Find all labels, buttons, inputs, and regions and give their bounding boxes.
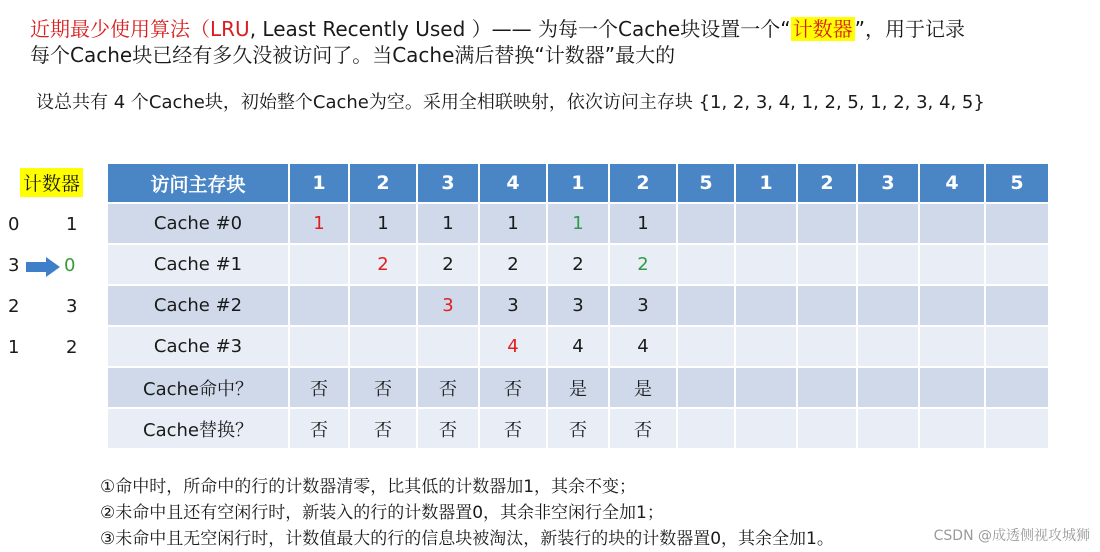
table-cell (798, 327, 856, 366)
table-cell: 1 (548, 204, 608, 243)
table-cell: 1 (290, 204, 348, 243)
table-cell (920, 368, 984, 407)
table-cell (678, 327, 734, 366)
table-cell: 否 (290, 409, 348, 448)
table-row (108, 409, 1048, 448)
table-cell: 4 (548, 327, 608, 366)
table-cell (736, 368, 796, 407)
access-col-3: 3 (418, 164, 478, 202)
table-cell: 3 (548, 286, 608, 325)
table-cell (798, 245, 856, 284)
counter-row (0, 288, 100, 328)
counter-row (0, 247, 100, 287)
counter-row (0, 329, 100, 369)
table-cell: 否 (350, 368, 416, 407)
table-cell (290, 245, 348, 284)
lru-table (106, 162, 1050, 450)
row-label: Cache替换？ (108, 409, 288, 448)
table-cell (986, 286, 1048, 325)
rule-miss-free: ②未命中且还有空闲行时，新装入的行的计数器置0，其余非空闲行全加1； (100, 503, 664, 523)
table-cell: 2 (350, 245, 416, 284)
table-row (108, 245, 1048, 284)
row-label: Cache #3 (108, 327, 288, 366)
access-col-1: 1 (290, 164, 348, 202)
table-cell: 2 (480, 245, 546, 284)
counter-after: 3 (66, 296, 78, 317)
table-cell: 是 (610, 368, 676, 407)
header-access-label: 访问主存块 (108, 164, 288, 202)
arrow-right-icon (26, 257, 60, 277)
table-cell (986, 327, 1048, 366)
table-cell (290, 286, 348, 325)
table-cell (920, 286, 984, 325)
table-cell: 是 (548, 368, 608, 407)
access-col-2: 2 (350, 164, 416, 202)
counter-before: 1 (8, 337, 20, 358)
table-cell (736, 204, 796, 243)
table-cell: 否 (418, 368, 478, 407)
table-cell: 否 (350, 409, 416, 448)
table-cell: 否 (480, 368, 546, 407)
table-cell (920, 204, 984, 243)
access-sequence: {1, 2, 3, 4, 1, 2, 5, 1, 2, 3, 4, 5} (698, 92, 985, 113)
row-label: Cache命中？ (108, 368, 288, 407)
table-cell: 4 (480, 327, 546, 366)
counter-after: 2 (66, 337, 78, 358)
table-cell (798, 204, 856, 243)
table-cell: 1 (350, 204, 416, 243)
access-col-10: 3 (858, 164, 918, 202)
table-cell (290, 327, 348, 366)
table-cell (736, 327, 796, 366)
counter-before: 2 (8, 296, 20, 317)
table-cell: 3 (480, 286, 546, 325)
table-row (108, 286, 1048, 325)
table-cell (678, 409, 734, 448)
counter-before: 0 (8, 214, 20, 235)
title-line-2: 每个Cache块已经有多久没被访问了。当Cache满后替换“计数器”最大的 (30, 43, 676, 67)
table-cell (678, 245, 734, 284)
table-header-row (108, 164, 1048, 202)
table-cell (986, 245, 1048, 284)
counter-after: 1 (66, 214, 78, 235)
table-row (108, 204, 1048, 243)
access-col-7: 5 (678, 164, 734, 202)
table-cell (858, 245, 918, 284)
table-cell (736, 286, 796, 325)
table-cell: 否 (290, 368, 348, 407)
row-label: Cache #1 (108, 245, 288, 284)
counter-label: 计数器 (20, 168, 83, 197)
access-col-4: 4 (480, 164, 546, 202)
access-col-5: 1 (548, 164, 608, 202)
table-cell (678, 286, 734, 325)
table-cell (986, 368, 1048, 407)
counter-highlight: 计数器 (792, 17, 853, 41)
access-col-11: 4 (920, 164, 984, 202)
counter-after: 0 (64, 255, 76, 276)
table-cell (350, 327, 416, 366)
table-cell (986, 204, 1048, 243)
table-cell (678, 204, 734, 243)
table-row (108, 327, 1048, 366)
rules-list (100, 474, 834, 552)
table-cell: 4 (610, 327, 676, 366)
rule-miss-full: ③未命中且无空闲行时，计数值最大的行的信息块被淘汰，新装行的块的计数器置0，其余全加1。 (100, 529, 834, 549)
table-cell: 否 (610, 409, 676, 448)
table-cell (920, 327, 984, 366)
table-cell (798, 409, 856, 448)
table-cell (858, 368, 918, 407)
table-cell (920, 409, 984, 448)
table-cell: 2 (418, 245, 478, 284)
table-cell: 3 (610, 286, 676, 325)
table-cell (418, 327, 478, 366)
lru-term: LRU (210, 17, 250, 41)
table-cell (858, 204, 918, 243)
row-label: Cache #2 (108, 286, 288, 325)
access-col-8: 1 (736, 164, 796, 202)
title-line-1 (30, 16, 965, 42)
description-text: 设总共有 4 个Cache块，初始整个Cache为空。采用全相联映射，依次访问主存块 (36, 92, 699, 113)
table-cell (736, 245, 796, 284)
table-cell (736, 409, 796, 448)
table-cell (858, 327, 918, 366)
title-suffix: ”，用于记录 (854, 17, 965, 41)
table-cell: 否 (480, 409, 546, 448)
table-cell: 1 (480, 204, 546, 243)
access-col-9: 2 (798, 164, 856, 202)
table-cell (920, 245, 984, 284)
table-cell: 1 (610, 204, 676, 243)
table-cell: 2 (610, 245, 676, 284)
rule-hit: ①命中时，所命中的行的计数器清零，比其低的计数器加1，其余不变； (100, 477, 637, 497)
table-cell (798, 286, 856, 325)
table-cell: 3 (418, 286, 478, 325)
table-cell: 2 (548, 245, 608, 284)
table-cell: 否 (548, 409, 608, 448)
title-prefix: 近期最少使用算法（ (30, 17, 210, 41)
counter-row (0, 206, 100, 246)
table-cell (678, 368, 734, 407)
problem-description (36, 90, 1066, 116)
table-cell (986, 409, 1048, 448)
table-cell (858, 409, 918, 448)
table-cell (798, 368, 856, 407)
table-cell (350, 286, 416, 325)
access-col-6: 2 (610, 164, 676, 202)
table-cell: 1 (418, 204, 478, 243)
table-row (108, 368, 1048, 407)
table-cell (858, 286, 918, 325)
row-label: Cache #0 (108, 204, 288, 243)
page-title (30, 16, 965, 68)
access-col-12: 5 (986, 164, 1048, 202)
counter-before: 3 (8, 255, 20, 276)
title-mid: , Least Recently Used ）—— 为每一个Cache块设置一个“ (249, 17, 791, 41)
table-cell: 否 (418, 409, 478, 448)
footer-watermark: CSDN @成透侧视攻城狮 (933, 528, 1090, 544)
